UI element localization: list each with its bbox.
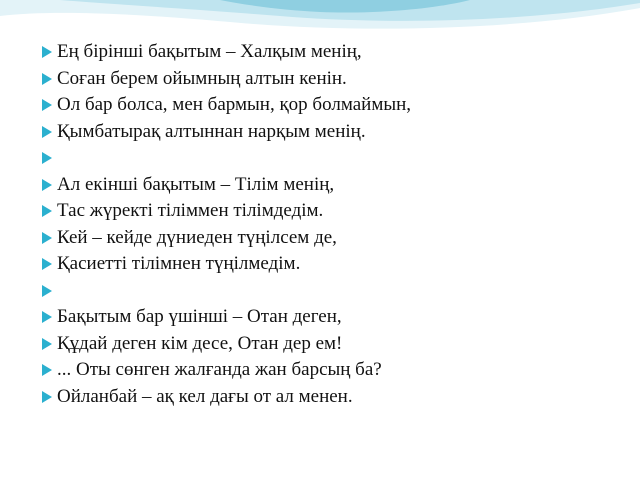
- poem-line-text: Бақытым бар үшінші – Отан деген,: [57, 306, 342, 327]
- poem-line-text: Тас жүректі тіліммен тілімдедім.: [57, 200, 324, 221]
- poem-line: [0, 331, 620, 358]
- poem-line-text: Қымбатырақ алтыннан нарқым менің.: [57, 120, 366, 142]
- poem-line-text: ... Оты сөнген жалғанда жан барсың ба?: [57, 359, 382, 380]
- poem-line: [0, 278, 620, 305]
- triangle-bullet-icon: [42, 232, 52, 244]
- poem-line: [0, 172, 620, 199]
- poem-line-text: Ол бар болса, мен бармын, қор болмаймын,: [57, 94, 412, 115]
- poem-bullet-list: [0, 39, 620, 410]
- triangle-bullet-icon: [42, 179, 52, 191]
- poem-line: [0, 198, 620, 225]
- poem-line: [0, 384, 620, 411]
- triangle-bullet-icon: [42, 258, 52, 270]
- triangle-bullet-icon: [42, 152, 52, 164]
- triangle-bullet-icon: [42, 99, 52, 111]
- header-wave-decoration: [0, 0, 640, 40]
- poem-line-text: Соған берем ойымның алтын кенін.: [57, 67, 347, 89]
- poem-line: [0, 145, 620, 172]
- poem-line: [0, 66, 620, 93]
- poem-line-text: Құдай деген кім десе, Отан дер ем!: [57, 332, 343, 354]
- triangle-bullet-icon: [42, 126, 52, 138]
- triangle-bullet-icon: [42, 73, 52, 85]
- triangle-bullet-icon: [42, 338, 52, 350]
- poem-line-text: Қасиетті тілімнен түңілмедім.: [57, 253, 301, 274]
- poem-line: [0, 357, 620, 384]
- poem-line-text: Кей – кейде дүниеден түңілсем де,: [57, 226, 337, 248]
- poem-line-text: Ең бірінші бақытым – Халқым менің,: [57, 41, 362, 62]
- poem-line: [0, 39, 620, 66]
- triangle-bullet-icon: [42, 205, 52, 217]
- poem-line: [0, 92, 620, 119]
- triangle-bullet-icon: [42, 364, 52, 376]
- triangle-bullet-icon: [42, 391, 52, 403]
- poem-line: [0, 304, 620, 331]
- poem-line: [0, 225, 620, 252]
- poem-line: [0, 119, 620, 146]
- poem-line-text: Ал екінші бақытым – Тілім менің,: [57, 173, 335, 195]
- poem-line: [0, 251, 620, 278]
- triangle-bullet-icon: [42, 285, 52, 297]
- triangle-bullet-icon: [42, 311, 52, 323]
- poem-line-text: Ойланбай – ақ кел дағы от ал менен.: [57, 385, 353, 407]
- triangle-bullet-icon: [42, 46, 52, 58]
